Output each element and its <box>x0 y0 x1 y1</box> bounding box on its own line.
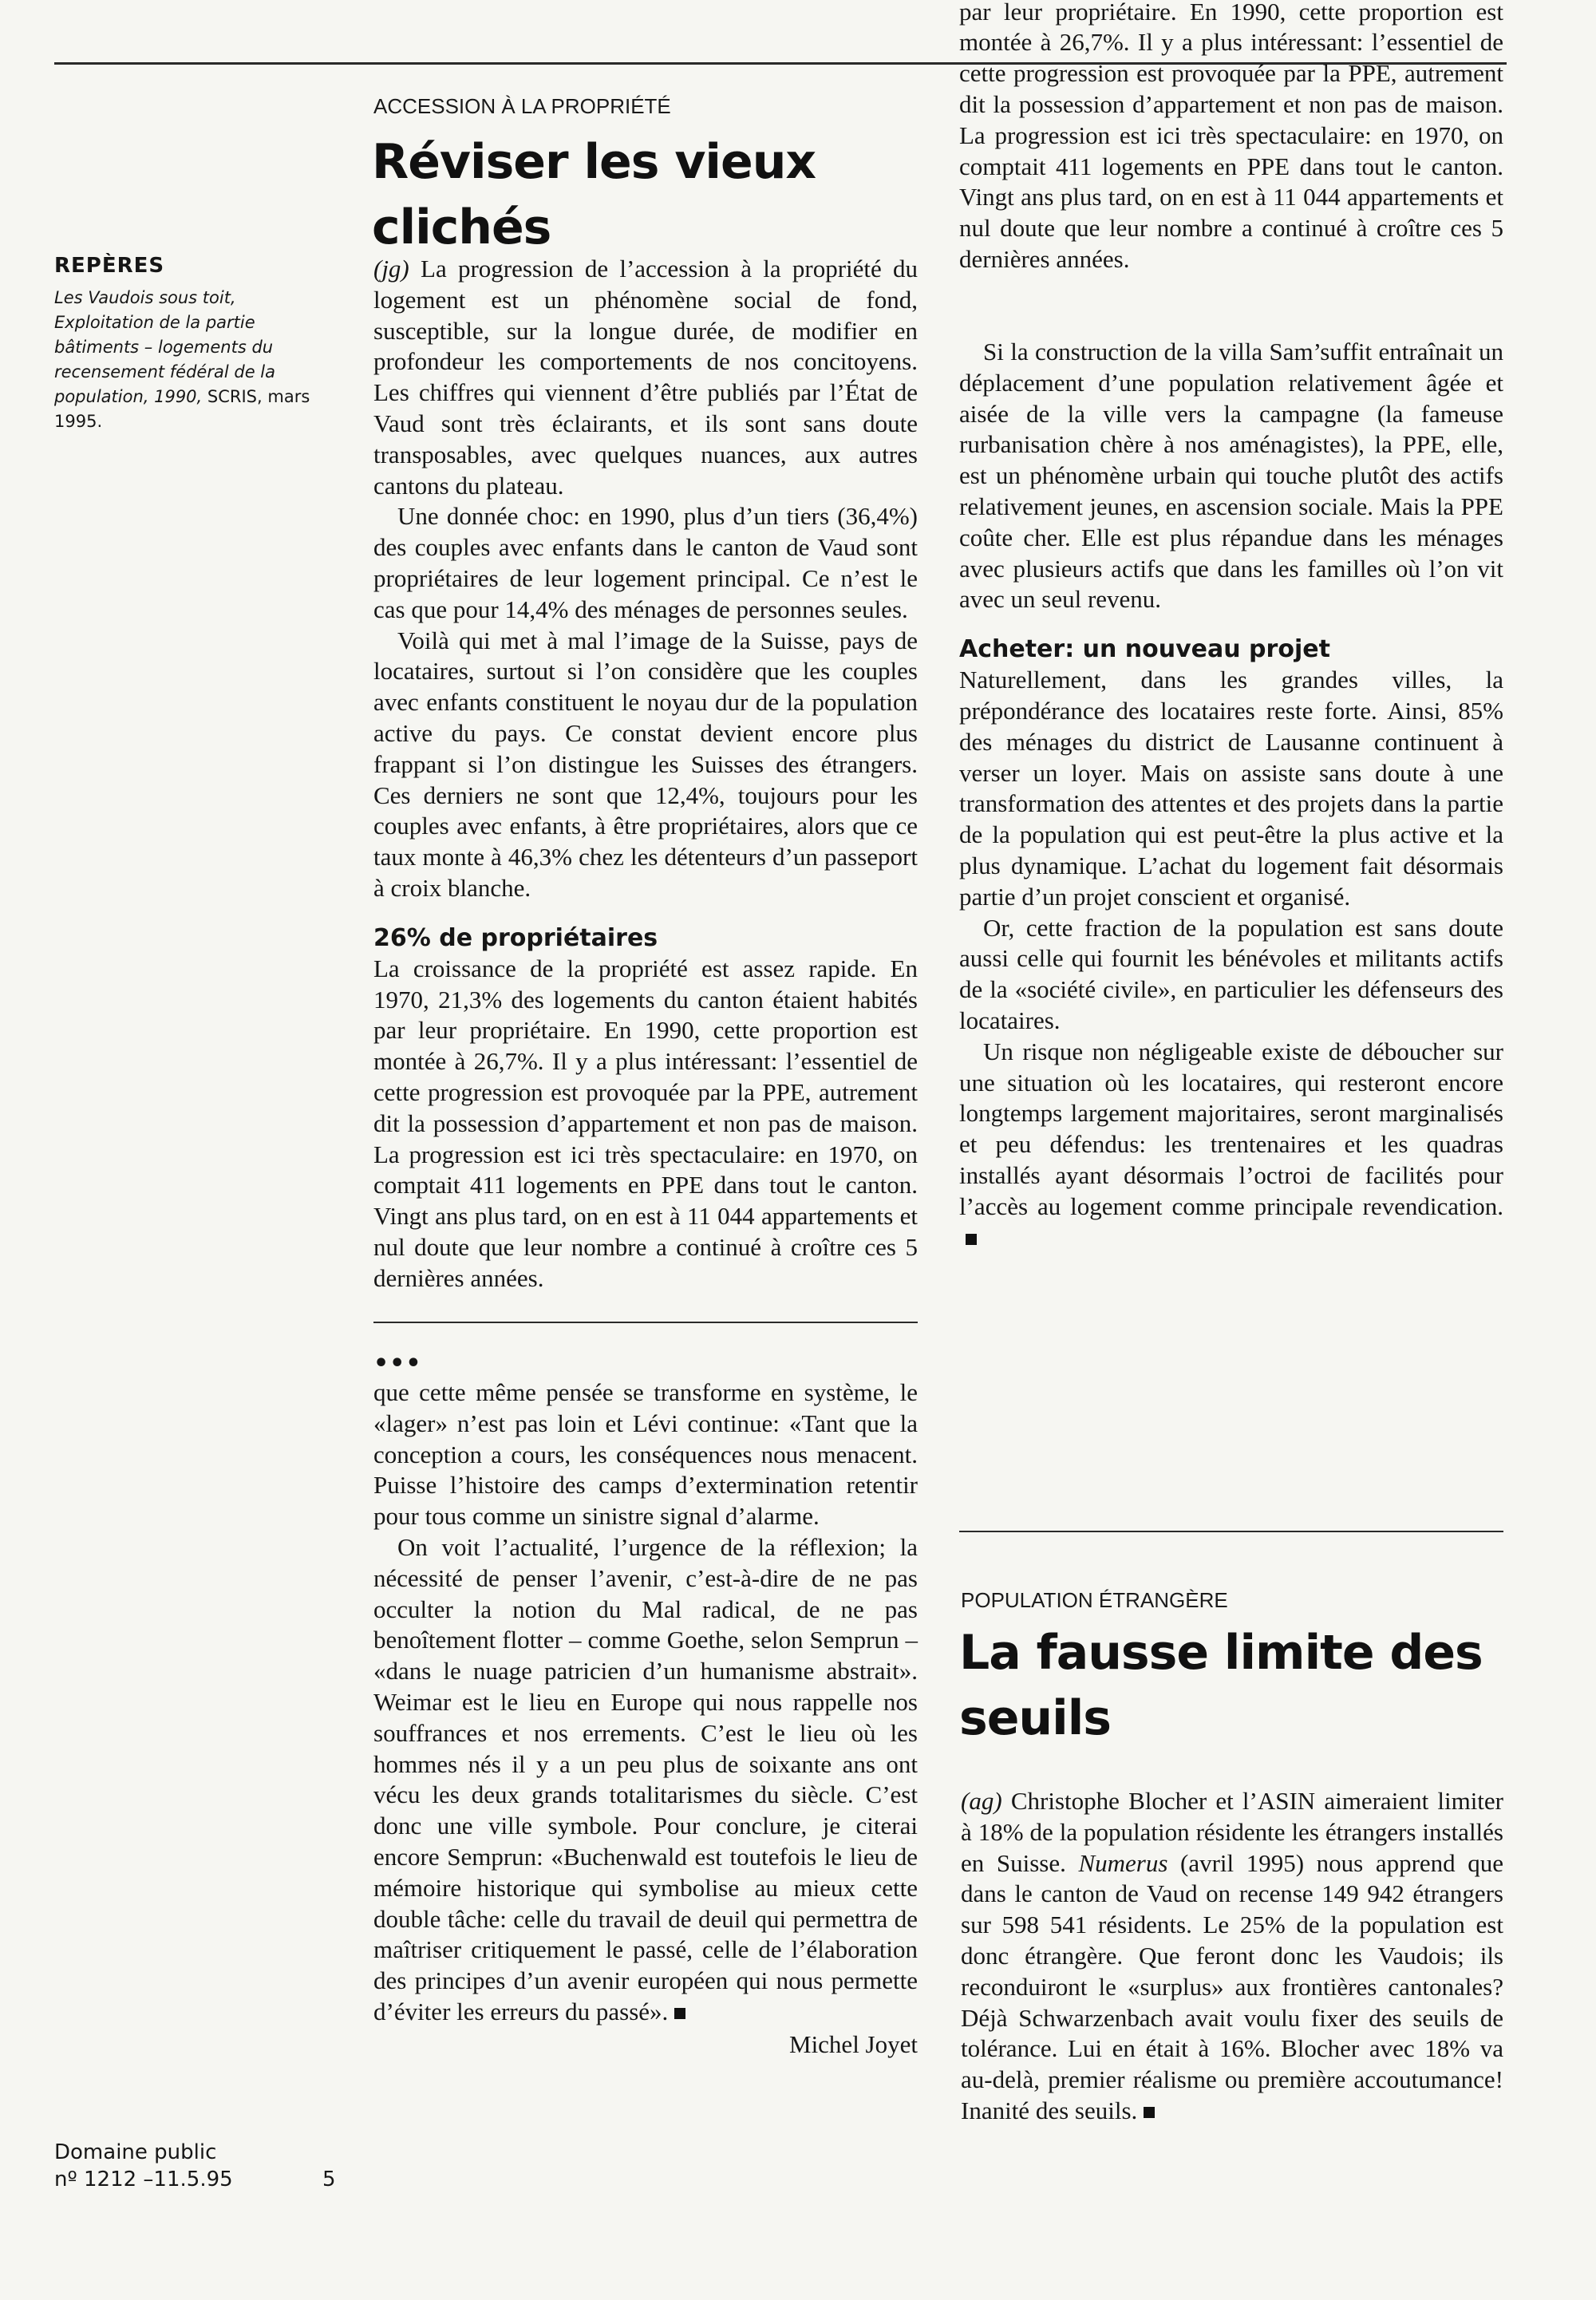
footer-issue: nº 1212 –11.5.95 <box>54 2168 233 2191</box>
article2-title <box>959 1620 1518 1751</box>
article1-subhead-2: Acheter: un nouveau projet <box>959 635 1330 664</box>
article2-source-title: Numerus <box>1078 1848 1168 1877</box>
page-number: 5 <box>322 2168 336 2191</box>
article2-kicker: POPULATION ÉTRANGÈRE <box>961 1588 1228 1612</box>
continuation-author: Michel Joyet <box>789 2029 918 2058</box>
article1-author-initials: (jg) <box>373 255 409 283</box>
footer-publication: Domaine public <box>54 2140 217 2164</box>
continuation-marker: ••• <box>373 1350 422 1377</box>
continuation-paragraph-2: On voit l’actualité, l’urgence de la réflexion; la nécessité de penser l’avenir, c’est-à-dire de ne pas occulter la notion du Mal radical, de ne pas benoîtement flotter – comme Goethe, selon Semprun – «dans le nuage patricien d’un humanisme abstrait». Weimar est le lieu en Europe qui nous rappelle nos souffrances et nos errements. C’est le lieu où les hommes nés il y a un peu plus de soixante ans ont vécu les deux grands totalitarismes du siècle. C’est donc une ville symbole. Pour conclure, je citerai encore Semprun: «Buchenwald est toutefois le lieu de mémoire historique qui symbolise au mieux cette double tâche: celle du travail de deuil qui permettra de maîtriser critiquement le passé, celle de l’élaboration des principes d’un avenir européen qui nous permette d’éviter les erreurs du passé». <box>373 1532 918 2025</box>
article1-paragraph-8: Un risque non négligeable existe de déboucher sur une situation où les locataires, qui resteront encore longtemps largement majoritaires, seront marginalisés et peu défendus: les trentenaires et les quadras installés ayant désormais l’octroi de facilités pour l’accès au logement comme principale revendication. <box>959 1037 1503 1254</box>
reperes-text <box>54 286 318 434</box>
footer <box>54 2139 358 2193</box>
reperes-reference: Les Vaudois sous toit, Exploitation de la partie bâtiments – logements du recensement fédéral de la population, 1990, <box>54 288 275 406</box>
continuation-column <box>373 1350 918 2061</box>
article1-paragraph-5: Si la construction de la villa Sam’suffit entraînait un déplacement d’une population relativement âgée et aisée de la ville vers la campagne (la fameuse rurbanisation chère à nos aménagistes), la PPE, elle, est un phénomène urbain qui touche plutôt des actifs relativement jeunes, en ascension sociale. Mais la PPE coûte cher. Elle est plus répandue dans les ménages avec plusieurs actifs que dans les familles où l’on vit avec un seul revenu. <box>959 338 1503 614</box>
article1-paragraph-1: (jg) La progression de l’accession à la propriété du logement est un phénomène social de fond, susceptible, sur la longue durée, de modifier en profondeur les comportements de nos concitoyens. Les chiffres qui viennent d’être publiés par l’État de Vaud sont très éclairants, et ils sont sans doute transposables, avec quelques nuances, aux autres cantons du plateau. <box>373 255 918 500</box>
article1-paragraph-3: Voilà qui met à mal l’image de la Suisse, pays de locataires, surtout si l’on considère que les couples avec enfants constituent le noyau dur de la population active du pays. Ce constat devient encore plus frappant si l’on distingue les Suisses des étrangers. Ces derniers ne sont que 12,4%, toujours pour les couples avec enfants, à être propriétaires, alors que ce taux monte à 46,3% chez les détenteurs d’un passeport à croix blanche. <box>373 626 918 902</box>
article1-paragraph-6: Naturellement, dans les grandes villes, la prépondérance des locataires reste forte. Ainsi, 85% des ménages du district de Lausanne continuent à verser un loyer. Mais on assiste sans doute à une transformation des attentes et des projets dans la partie de la population qui est peut-être la plus active et la plus dynamique. L’achat du logement fait désormais partie d’un projet conscient et organisé. <box>959 666 1503 911</box>
continuation-rule <box>373 1322 918 1323</box>
article1-paragraph-2: Une donnée choc: en 1990, plus d’un tiers (36,4%) des couples avec enfants dans le canton de Vaud sont propriétaires de leur logement principal. Ce n’est le cas que pour 14,4% des ménages de personnes seules. <box>373 502 918 623</box>
article2-paragraph-1: (ag) Christophe Blocher et l’ASIN aimeraient limiter à 18% de la population résidente les étrangers installés en Suisse. Numerus (avril 1995) nous apprend que dans le canton de Vaud on recense 149 942 étrangers sur 598 541 résidents. Le 25% de la population est donc étrangère. Que feront donc les Vaudois; ils reconduiront le «surplus» aux frontières cantonales? Déjà Schwarzenbach avait voulu fixer des seuils de tolérance. Lui en était à 16%. Blocher avec 18% va au-delà, premier réalisme ou première accoutumance! Inanité des seuils. <box>961 1787 1504 2124</box>
continuation-paragraph-1: que cette même pensée se transforme en système, le «lager» n’est pas loin et Lévi continue: «Tant que la conception a cours, les conséquences nous menacent. Puisse l’histoire des camps d’extermination retentir pour tous comme un sinistre signal d’alarme. <box>373 1378 918 1531</box>
article1-kicker: ACCESSION À LA PROPRIÉTÉ <box>373 94 671 118</box>
article2-title-line-2: seuils <box>959 1690 1111 1746</box>
article2-body <box>961 1786 1503 2127</box>
article1-subhead-1: 26% de propriétaires <box>373 923 658 952</box>
article1-column-2 <box>959 0 1503 1253</box>
article1-paragraph-7: Or, cette fraction de la population est sans doute aussi celle qui fournit les bénévoles et militants actifs de la «société civile», en particulier les défenseurs des locataires. <box>959 913 1503 1034</box>
article1-paragraph-4: La croissance de la propriété est assez rapide. En 1970, 21,3% des logements du canton étaient habités par leur propriétaire. En 1990, cette proportion est montée à 26,7%. Il y a plus intéressant: l’essentiel de cette progression est provoquée par la PPE, autrement dit la possession d’appartement et non pas de maison. La progression est ici très spectaculaire: en 1970, on comptait 411 logements en PPE dans tout le canton. Vingt ans plus tard, on en est à 11 044 appartements et nul doute que leur nombre a continué à croître ces 5 dernières années. <box>373 954 918 1292</box>
article2-author-initials: (ag) <box>961 1787 1002 1815</box>
reperes-box <box>54 254 318 434</box>
article1-column-1 <box>373 254 918 1292</box>
end-mark <box>966 1234 977 1245</box>
article2-rule <box>959 1531 1503 1532</box>
article2-title-line-1: La fausse limite des <box>959 1625 1483 1681</box>
end-mark <box>1144 2107 1155 2118</box>
reperes-title: REPÈRES <box>54 254 165 278</box>
article1-title: Réviser les vieux clichés <box>372 134 816 255</box>
end-mark <box>674 2008 685 2019</box>
article1-paragraph-4-continued: par leur propriétaire. En 1990, cette proportion est montée à 26,7%. Il y a plus intéressant: l’essentiel de cette progression est provoquée par la PPE, autrement dit la possession d’appartement et non pas de maison. La progression est ici très spectaculaire: en 1970, on comptait 411 logements en PPE dans tout le canton. Vingt ans plus tard, on en est à 11 044 appartements et nul doute que leur nombre a continué à croître ces 5 dernières années. <box>959 0 1503 273</box>
reperes-source: SCRIS, mars 1995. <box>54 387 310 431</box>
